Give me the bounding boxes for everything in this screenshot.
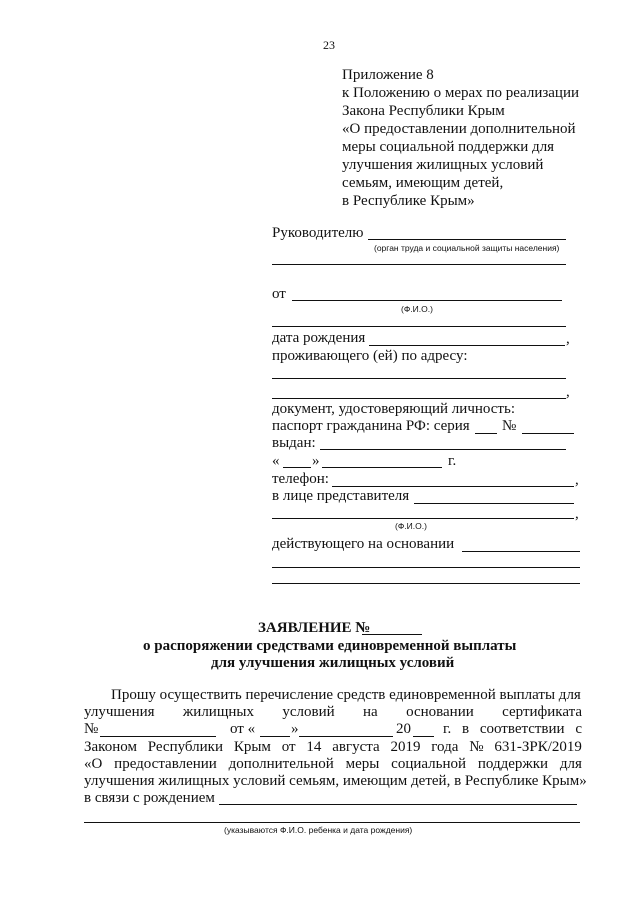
body-line-5 (84, 755, 582, 773)
to-field-line2[interactable] (272, 264, 566, 265)
child-field[interactable] (219, 804, 577, 805)
body-word: от (281, 739, 296, 755)
appendix-line: в Республике Крым» (342, 193, 475, 209)
certificate-number-field[interactable] (100, 736, 216, 737)
rep-field[interactable] (414, 503, 574, 504)
from-label: от (272, 286, 286, 302)
address-comma: , (566, 384, 570, 400)
birth-field[interactable] (369, 345, 565, 346)
body-word: Законом (84, 739, 137, 755)
phone-comma: , (575, 472, 579, 488)
body-word: на (363, 704, 378, 720)
certificate-year-prefix: 20 (396, 721, 411, 737)
passport-number-sign: № (502, 418, 517, 434)
body-word: августа (332, 739, 380, 755)
phone-label: телефон: (272, 471, 329, 487)
basis-field-line3[interactable] (272, 583, 580, 584)
body-line-7: в связи с рождением (84, 790, 215, 806)
body-word: для (559, 756, 582, 772)
certificate-quote-close: » (291, 721, 299, 737)
body-word: жилищных (182, 704, 254, 720)
page-number: 23 (323, 38, 335, 52)
body-word: основании (406, 704, 474, 720)
body-word: дополнительной (228, 756, 334, 772)
to-hint: (орган труда и социальной защиты населения) (374, 243, 560, 253)
body-word: поддержки (477, 756, 549, 772)
address-label: проживающего (ей) по адресу: (272, 348, 468, 364)
body-word: № (469, 739, 484, 755)
body-word: социальной (391, 756, 467, 772)
to-label: Руководителю (272, 225, 364, 241)
child-hint: (указываются Ф.И.О. ребенка и дата рождения) (224, 825, 413, 835)
passport-label: паспорт гражданина РФ: серия (272, 418, 470, 434)
address-field-1[interactable] (272, 378, 566, 379)
issued-date-quote-close: » (312, 453, 320, 469)
address-field-2[interactable] (272, 398, 566, 399)
basis-field[interactable] (462, 551, 580, 552)
rep-label: в лице представителя (272, 488, 410, 504)
body-word: предоставлении (114, 756, 217, 772)
rep-comma: , (575, 506, 579, 522)
appendix-line: Закона Республики Крым (342, 103, 505, 119)
body-word: «О (84, 756, 103, 772)
appendix-line: Приложение 8 (342, 67, 434, 83)
id-doc-label: документ, удостоверяющий личность: (272, 401, 515, 417)
body-word: условий (282, 704, 335, 720)
body-word: сертификата (502, 704, 582, 720)
fio-hint: (Ф.И.О.) (401, 304, 433, 314)
rep-hint: (Ф.И.О.) (395, 521, 427, 531)
to-field[interactable] (368, 239, 566, 240)
body-word: Республики (147, 739, 223, 755)
appendix-line: «О предоставлении дополнительной (342, 121, 576, 137)
statement-title: ЗАЯВЛЕНИЕ № (258, 620, 371, 636)
birth-comma: , (566, 331, 570, 347)
child-field-line2[interactable] (84, 822, 580, 823)
certificate-rest: г. в соответствии с (443, 721, 582, 737)
statement-subtitle-2: для улучшения жилищных условий (211, 655, 455, 671)
body-line-1: Прошу осуществить перечисление средств единовременной выплаты для (111, 687, 581, 703)
passport-number-field[interactable] (522, 433, 574, 434)
body-word: года (431, 739, 459, 755)
basis-label: действующего на основании (272, 536, 455, 552)
body-word: Крым (233, 739, 271, 755)
issued-day-field[interactable] (283, 467, 311, 468)
certificate-year-field[interactable] (413, 736, 434, 737)
body-line-2 (84, 703, 582, 721)
appendix-line: меры социальной поддержки для (342, 139, 555, 155)
certificate-number-sign: № (84, 721, 99, 737)
issued-month-year-field[interactable] (322, 467, 442, 468)
rep-field-line2[interactable] (272, 518, 574, 519)
statement-subtitle-1: о распоряжении средствами единовременной выплаты (143, 638, 517, 654)
body-word: 14 (306, 739, 322, 755)
issued-date-quote-open: « (272, 453, 280, 469)
issued-year-suffix: г. (448, 453, 457, 469)
body-line-6: улучшения жилищных условий семьям, имеющим детей, в Республике Крым» (84, 773, 587, 789)
body-word: 631-ЗРК/2019 (494, 739, 582, 755)
from-field[interactable] (292, 300, 562, 301)
issued-label: выдан: (272, 435, 316, 451)
appendix-line: к Положению о мерах по реализации (342, 85, 580, 101)
certificate-day-field[interactable] (260, 736, 290, 737)
passport-series-field[interactable] (475, 433, 497, 434)
issued-field[interactable] (320, 449, 566, 450)
appendix-line: улучшения жилищных условий (342, 157, 544, 173)
appendix-block (342, 66, 579, 210)
appendix-line: семьям, имеющим детей, (342, 175, 504, 191)
body-line-4 (84, 738, 582, 756)
from-field-line2[interactable] (272, 326, 566, 327)
certificate-from-label: от « (230, 721, 256, 737)
statement-number-field[interactable] (362, 634, 422, 635)
body-word: 2019 (390, 739, 421, 755)
body-word: меры (345, 756, 380, 772)
birth-label: дата рождения (272, 330, 366, 346)
certificate-month-field[interactable] (299, 736, 393, 737)
body-word: улучшения (84, 704, 155, 720)
basis-field-line2[interactable] (272, 567, 580, 568)
